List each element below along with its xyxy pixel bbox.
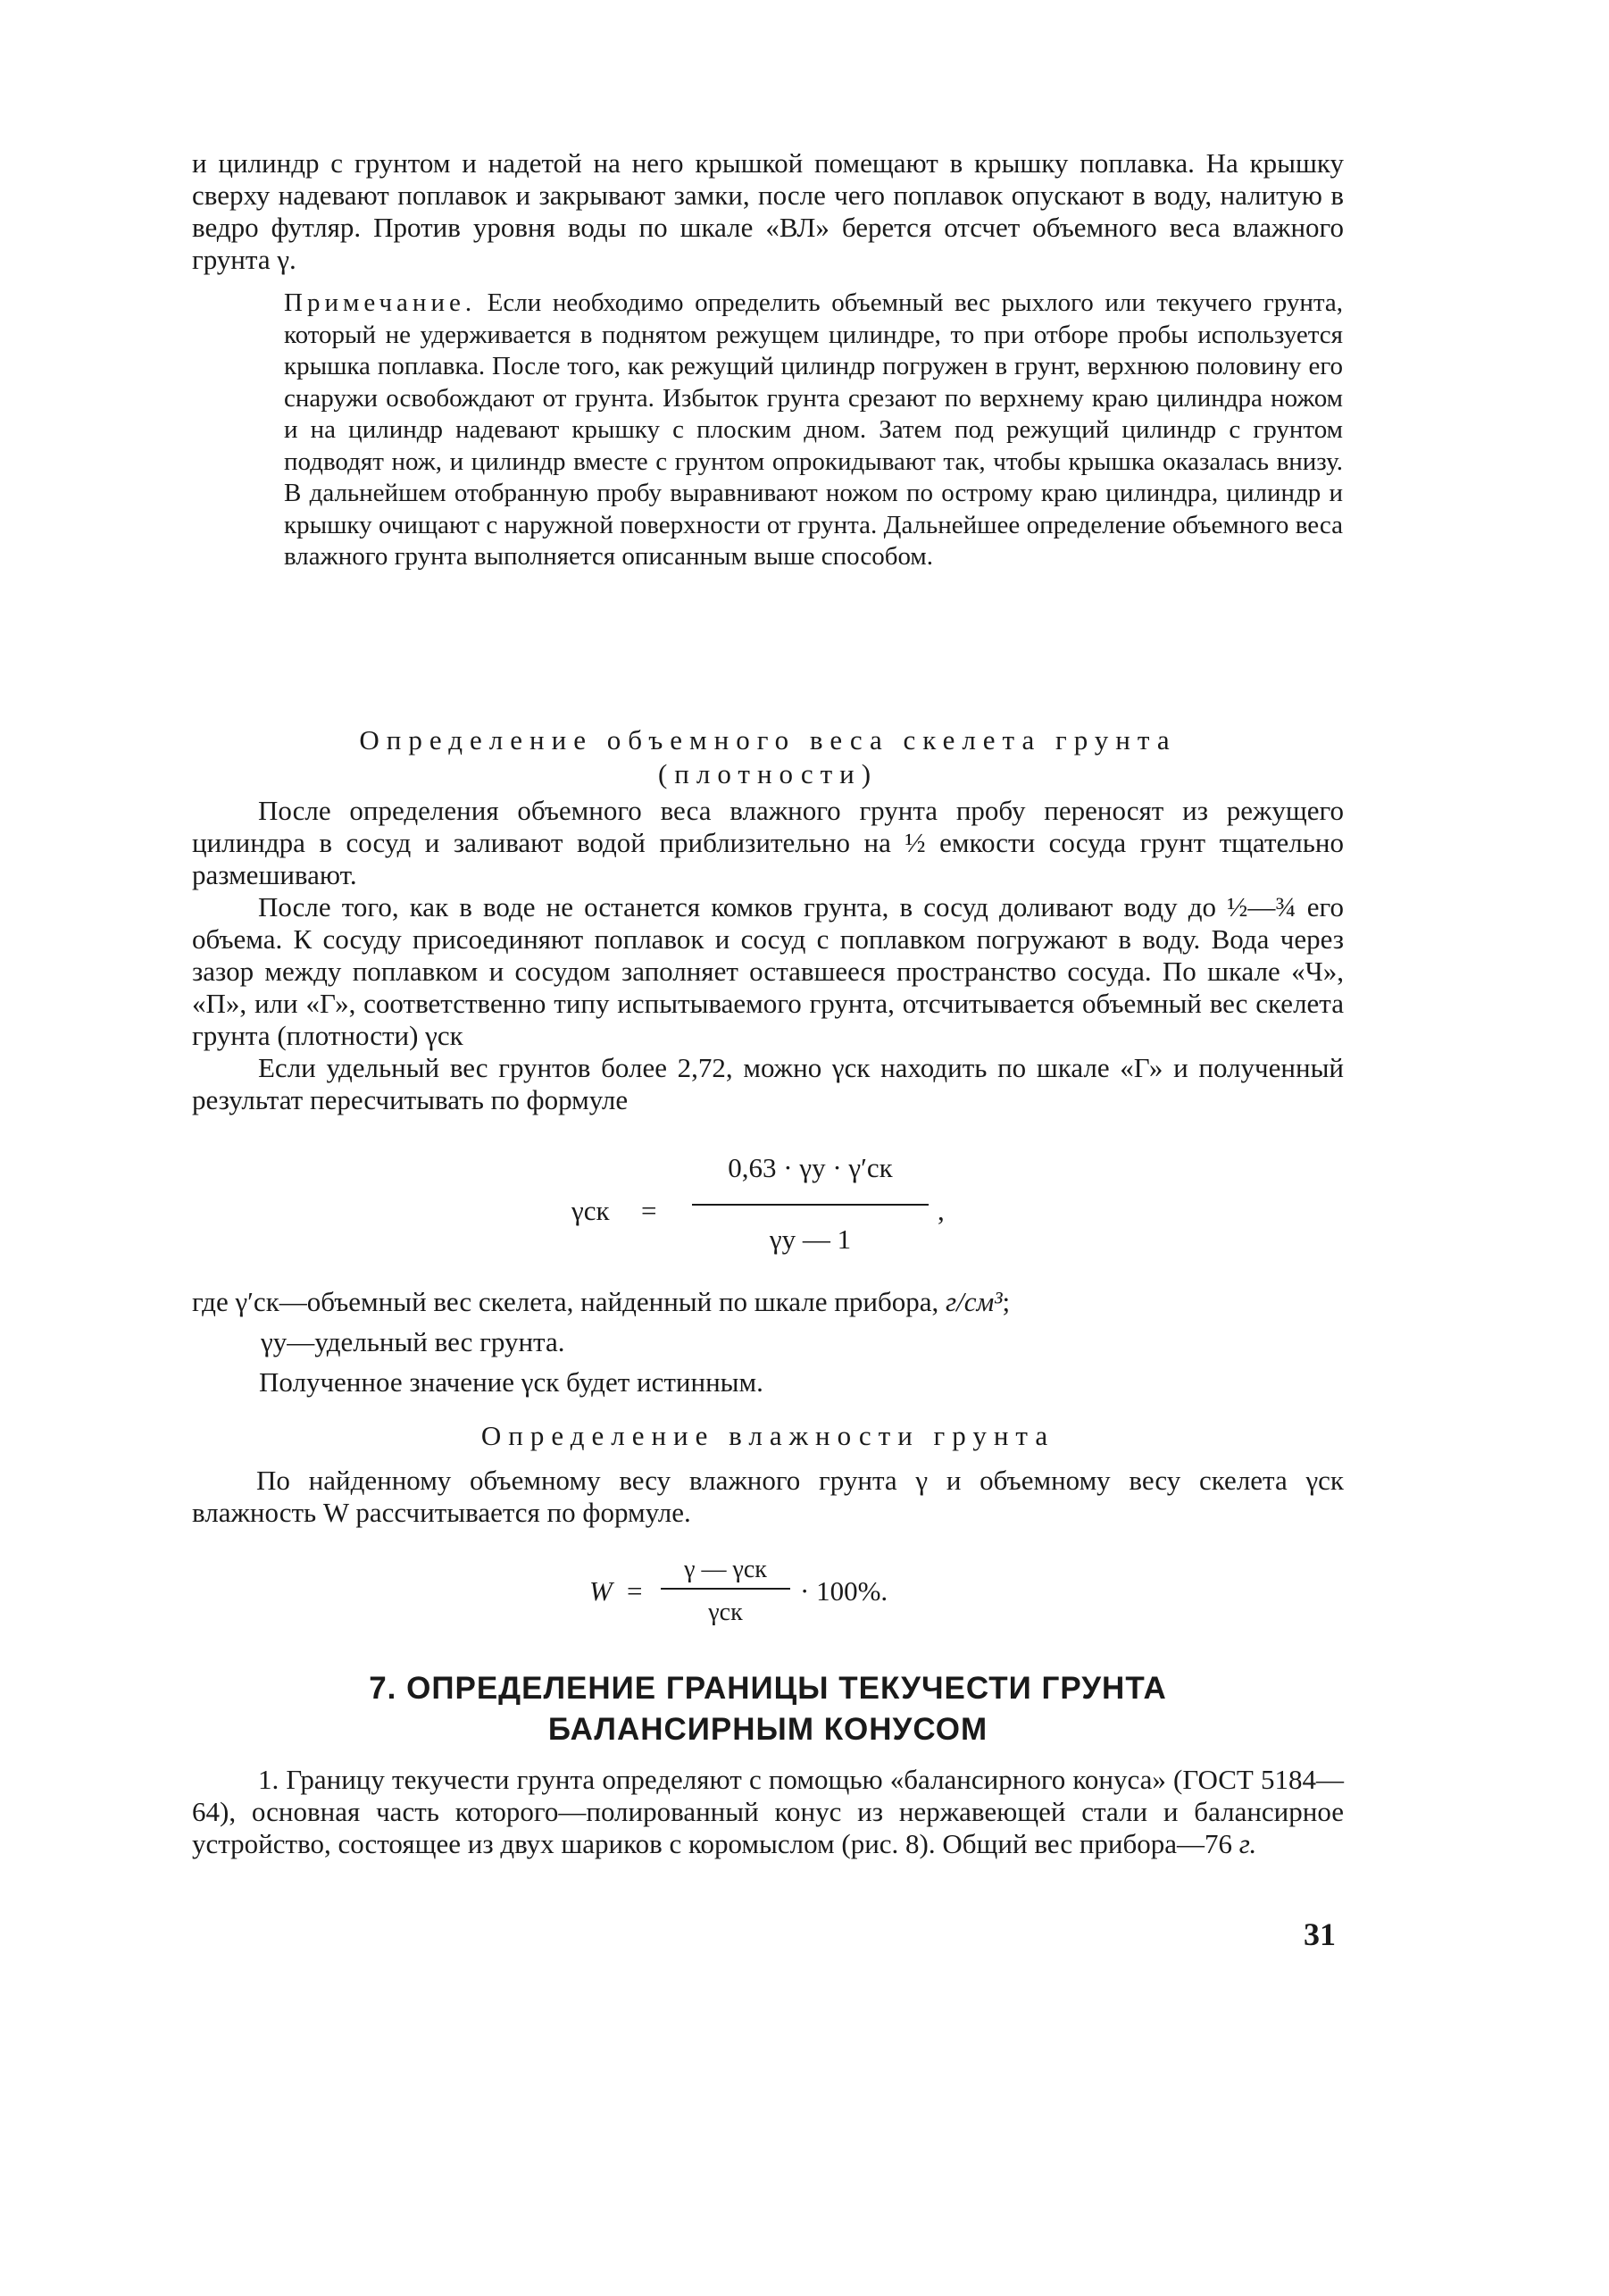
fraction-bar — [692, 1204, 929, 1206]
paragraph: По найденному объемному весу влажного грунта γ и объемному весу скелета γск влажность W рассчитывается по формуле. — [192, 1465, 1344, 1528]
formula-equals: = — [641, 1195, 657, 1226]
unit-text: г. — [1238, 1828, 1257, 1859]
punctuation: ; — [1002, 1286, 1011, 1317]
paragraph: После определения объемного веса влажного грунта пробу переносят из режущего цилиндра в сосуд и заливают водой приблизительно на ½ емкости сосуда грунт тщательно размешивают. — [192, 795, 1344, 890]
chapter-heading-line1: 7. ОПРЕДЕЛЕНИЕ ГРАНИЦЫ ТЕКУЧЕСТИ ГРУНТА — [369, 1671, 1167, 1706]
formula-multiplier: · 100%. — [800, 1575, 888, 1607]
where-text: где γ′ск—объемный вес скелета, найденный по шкале прибора, — [192, 1286, 946, 1317]
section-skeleton-body — [192, 795, 1344, 1116]
where-line-1 — [192, 1286, 1344, 1318]
formula-denominator: γу — 1 — [769, 1223, 852, 1255]
paragraph-continuation: и цилиндр с грунтом и надетой на него крышкой помещают в крышку поплавка. На крышку сверху надевают поплавок и закрывают замки, после чего поплавок опускают в воду, налитую в ведро футляр. Против уровня воды по шкале «ВЛ» берется отсчет объемного веса влажного грунта γ. — [192, 147, 1344, 275]
paragraph — [192, 1764, 1344, 1860]
note-text: Если необходимо определить объемный вес рыхлого или текучего грунта, который не удерживается в поднятом режущем цилиндре, то при отборе пробы используется крышка поплавка. После того, как режущий цилиндр погружен в грунт, верхнюю половину его снаружи освобождают от грунта. Избыток грунта срезают по верхнему краю цилиндра ножом и на цилиндр надевают крышку с плоским дном. Затем под режущий цилиндр с грунтом подводят нож, и цилиндр вместе с грунтом опрокидывают так, чтобы крышка оказалась внизу. В дальнейшем отобранную пробу выравнивают ножом по острому краю цилиндра, цилиндр и крышку очищают с наружной поверхности от грунта. Дальнейшее определение объемного веса влажного грунта выполняется описанным выше способом. — [284, 288, 1344, 571]
subsection-title-moisture: Определение влажности грунта — [480, 1420, 1055, 1451]
paragraph: Если удельный вес грунтов более 2,72, можно γск находить по шкале «Г» и полученный результат пересчитывать по формуле — [192, 1052, 1344, 1115]
page-number: 31 — [1304, 1916, 1336, 1952]
fraction-bar — [661, 1588, 790, 1590]
formula-moisture — [589, 1554, 964, 1634]
formula-comma: , — [938, 1195, 945, 1226]
formula-equals: = — [627, 1575, 643, 1607]
formula-numerator: 0,63 · γу · γ′ск — [728, 1152, 893, 1183]
chapter-body — [192, 1764, 1344, 1860]
subsection-title-line1: Определение объемного веса скелета грунта — [359, 724, 1177, 756]
unit-text: г/см³ — [945, 1286, 1003, 1317]
where-line-2: γу—удельный вес грунта. — [261, 1326, 565, 1357]
paragraph-text: 1. Границу текучести грунта определяют с помощью «балансирного конуса» (ГОСТ 5184—64), основная часть которого—полированный конус из нержавеющей стали и балансирное устройство, состоящее из двух шариков с коромыслом (рис. 8). Общий вес прибора—76 — [192, 1764, 1344, 1859]
chapter-heading-line2: БАЛАНСИРНЫМ КОНУСОМ — [547, 1712, 988, 1747]
formula-denominator: γск — [708, 1599, 743, 1626]
result-line: Полученное значение γск будет истинным. — [259, 1366, 763, 1398]
note-block — [284, 288, 1343, 573]
chapter-heading — [192, 1668, 1344, 1750]
subsection-title-line2: (плотности) — [657, 758, 879, 789]
note-label: Примечание. — [284, 288, 477, 317]
formula-skeleton-weight — [571, 1152, 1071, 1277]
paragraph: После того, как в воде не останется комков грунта, в сосуд доливают воду до ½—¾ его объема. К сосуду присоединяют поплавок и сосуд с поплавком погружают в воду. Вода через зазор между поплавком и сосудом заполняет оставшееся пространство сосуда. По шкале «Ч», «П», или «Г», соответственно типу испытываемого грунта, отсчитывается объемный вес скелета грунта (плотности) γск — [192, 891, 1344, 1051]
subsection-title-skeleton-density — [192, 723, 1344, 791]
formula-lhs: W — [589, 1575, 613, 1607]
section-moisture-body — [192, 1465, 1344, 1529]
formula-lhs: γск — [571, 1195, 610, 1226]
formula-numerator: γ — γск — [684, 1556, 767, 1583]
